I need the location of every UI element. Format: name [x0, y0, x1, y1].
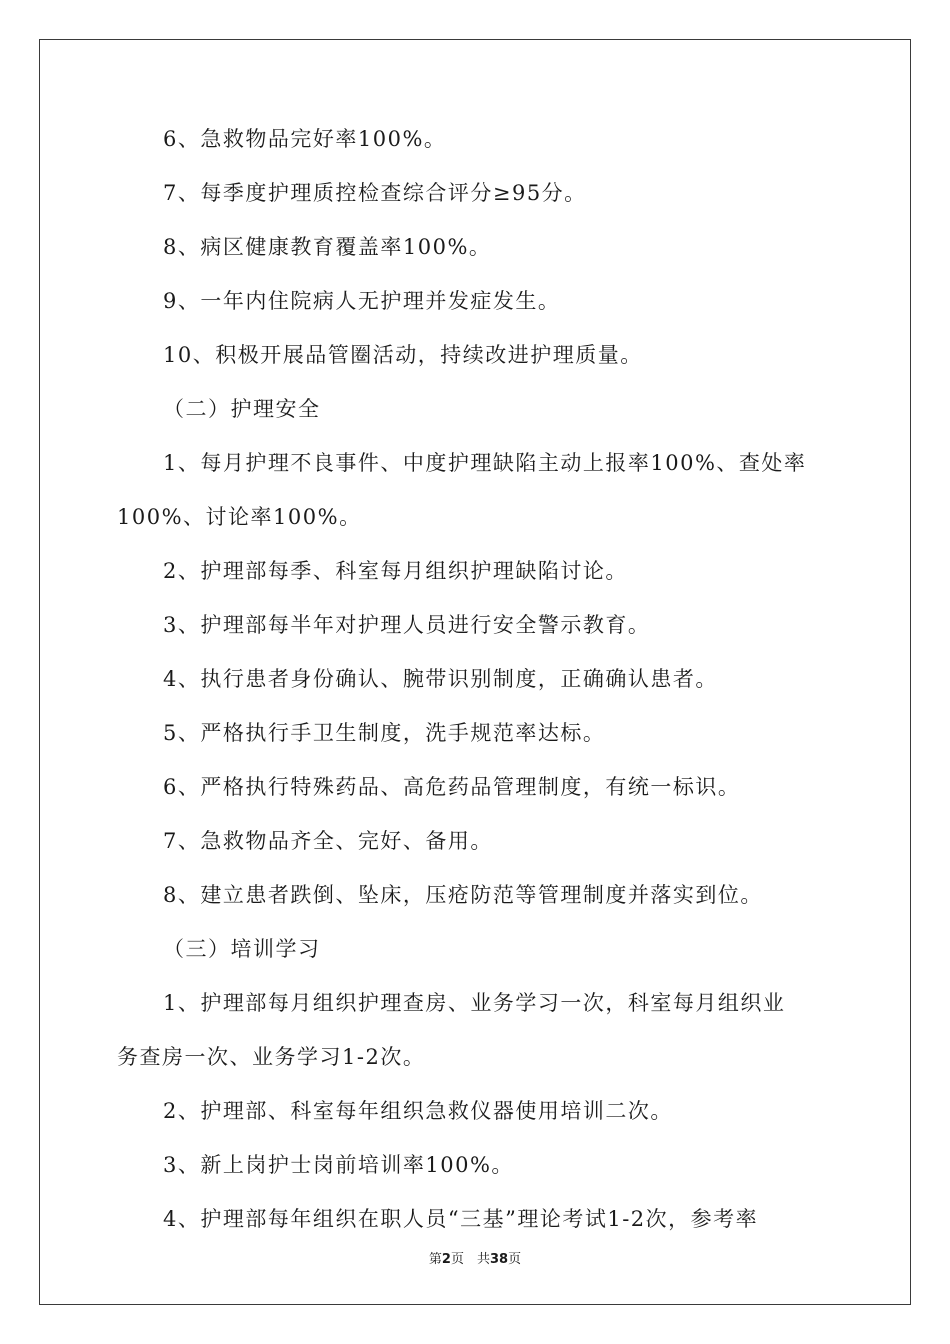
- item-line: 10、积极开展品管圈活动，持续改进护理质量。: [163, 343, 643, 367]
- item-line: 1、每月护理不良事件、中度护理缺陷主动上报率100%、查处率: [163, 451, 807, 475]
- item-line: 2、护理部每季、科室每月组织护理缺陷讨论。: [163, 559, 628, 583]
- item-line: 6、急救物品完好率100%。: [163, 127, 447, 151]
- item-line: 8、病区健康教育覆盖率100%。: [163, 235, 492, 259]
- footer-suffix: 页: [508, 1252, 522, 1267]
- item-line: 1、护理部每月组织护理查房、业务学习一次，科室每月组织业: [163, 991, 786, 1015]
- item-line: 8、建立患者跌倒、坠床，压疮防范等管理制度并落实到位。: [163, 883, 763, 907]
- footer-prefix: 第: [428, 1252, 442, 1267]
- item-line: 2、护理部、科室每年组织急救仪器使用培训二次。: [163, 1099, 673, 1123]
- item-line-continued: 100%、讨论率100%。: [117, 505, 362, 529]
- section-heading: （三）培训学习: [163, 937, 321, 961]
- page-footer: [0, 1248, 950, 1267]
- footer-mid: 页 共: [450, 1252, 490, 1267]
- footer-total-pages: 38: [489, 1252, 509, 1267]
- item-line: 7、急救物品齐全、完好、备用。: [163, 829, 493, 853]
- document-body: [117, 124, 837, 1258]
- item-line: 6、严格执行特殊药品、高危药品管理制度，有统一标识。: [163, 775, 741, 799]
- item-line: 3、护理部每半年对护理人员进行安全警示教育。: [163, 613, 651, 637]
- item-line: 3、新上岗护士岗前培训率100%。: [163, 1153, 514, 1177]
- item-line: 7、每季度护理质控检查综合评分≥95分。: [163, 181, 587, 205]
- footer-page-number: 2: [441, 1252, 451, 1267]
- item-line: 4、护理部每年组织在职人员“三基”理论考试1-2次，参考率: [163, 1207, 759, 1231]
- item-line-continued: 务查房一次、业务学习1-2次。: [117, 1045, 426, 1069]
- item-line: 9、一年内住院病人无护理并发症发生。: [163, 289, 561, 313]
- item-line: 4、执行患者身份确认、腕带识别制度，正确确认患者。: [163, 667, 718, 691]
- section-heading: （二）护理安全: [163, 397, 321, 421]
- item-line: 5、严格执行手卫生制度，洗手规范率达标。: [163, 721, 606, 745]
